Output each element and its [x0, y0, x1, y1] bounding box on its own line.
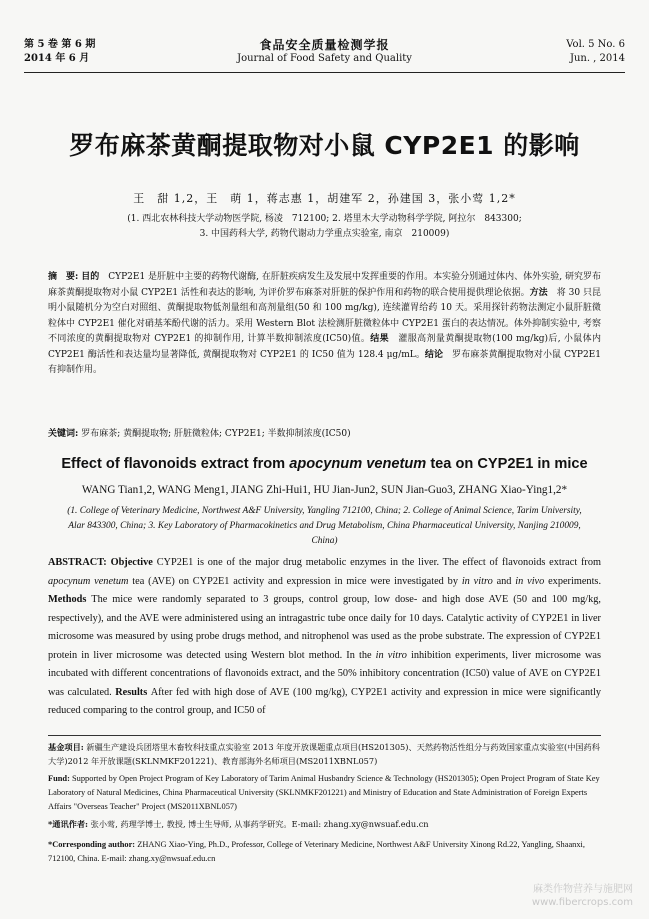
abstract-en-seg: CYP2E1 is one of the major drug metabolic enzymes in the liver. The effect of flavonoids extract from [156, 557, 602, 568]
keywords-cn [48, 427, 601, 442]
abstract-en-seg: apocynum venetum [48, 575, 129, 587]
fund-cn-label: 基金项目: [48, 742, 84, 752]
footnote-rule [48, 735, 601, 736]
corr-cn-label: *通讯作者: [48, 819, 89, 829]
abstract-en-seg: in vitro [375, 649, 407, 661]
abstract-cn-results-text: 灌服高剂量黄酮提取物(100 mg/kg)后, 小鼠体内 CYP2E1 酶活性和表达量均显著降低, 黄酮提取物对 CYP2E1 的 IC50 值为 128.4 μg/mL。 [48, 334, 601, 360]
abstract-cn-objective-label: 目的 [81, 272, 109, 282]
title-en-italic: apocynum venetum [289, 456, 427, 472]
title-en-pre: Effect of flavonoids extract from [61, 456, 290, 472]
abstract-en-seg: Methods [48, 594, 92, 605]
corr-en-label: *Corresponding author: [48, 840, 136, 849]
abstract-cn-methods-label: 方法 [529, 287, 557, 298]
abstract-en-seg: in vivo [515, 575, 545, 587]
keywords-cn-text: 罗布麻茶; 黄酮提取物; 肝脏微粒体; CYP2E1; 半数抑制浓度(IC50) [81, 429, 351, 439]
volume-en: Vol. 5 No. 6 [566, 39, 625, 50]
watermark-line-1: 麻类作物营养与施肥网 [533, 884, 633, 895]
fund-en-text: Supported by Open Project Program of Key Laboratory of Tarim Animal Husbandry Science & Technology (HS201305); Open Project Program of State Key Laboratory of Natural Medicines, China Pharmaceutical University (SKLNMKF201221) and Ministry of Education and State Administration of Foreign Experts Affairs "Overseas Teacher" Project (MS2011XBNL057) [48, 774, 600, 811]
abstract-en-seg: Results [115, 686, 151, 698]
date-cn: 2014 年 6 月 [24, 53, 90, 64]
header-rule [24, 72, 625, 73]
footnote-corresponding-en [48, 838, 601, 866]
abstract-en-body [48, 557, 601, 716]
volume-cn: 第 5 卷 第 6 期 [24, 39, 96, 50]
affiliation-cn-line-2: 3. 中国药科大学, 药物代谢动力学重点实验室, 南京 210009) [199, 229, 450, 239]
affiliations-en: (1. College of Veterinary Medicine, Northwest A&F University, Yangling 712100, China; 2. College of Animal Science, Tarim University, Alar 843300, China; 3. Key Laboratory of Pharmacokinetics and Drug Metabolism, China Pharmaceutical University, Nanjing 210009, China) [67, 506, 582, 546]
abstract-cn-conclusion-label: 结论 [424, 349, 453, 360]
abstract-en [48, 554, 601, 721]
abstract-en-seg: and [492, 575, 516, 587]
abstract-cn-results-label: 结果 [370, 334, 399, 344]
journal-name-en: Journal of Food Safety and Quality [237, 53, 412, 64]
corr-cn-text: 张小莺, 药理学博士, 教授, 博士生导师, 从事药学研究。E-mail: zhang.xy@nwsuaf.edu.cn [90, 819, 429, 829]
abstract-en-seg: inhibition experiments, liver microsome was incubated with different concentrations of flavonoids extract, and the 50% inhibitory concentration (IC50) value of AVE on CYP2E1 was calculated. [48, 649, 601, 698]
abstract-en-seg: in vitro [461, 575, 493, 587]
date-en: Jun. , 2014 [569, 53, 625, 64]
abstract-cn-label: 摘 要: [48, 272, 79, 282]
paper-title-cn: 罗布麻茶黄酮提取物对小鼠 CYP2E1 的影响 [69, 131, 580, 160]
footnote-fund-cn [48, 740, 601, 768]
authors-cn: 王 甜 1,2，王 萌 1，蒋志惠 1，胡建军 2，孙建国 3，张小莺 1,2* [133, 192, 516, 205]
abstract-cn-conclusion-text: 罗布麻茶黄酮提取物对小鼠 CYP2E1 有抑制作用。 [48, 349, 601, 375]
title-en-post: tea on CYP2E1 in mice [426, 456, 588, 472]
abstract-cn [48, 270, 601, 379]
abstract-en-seg: The mice were randomly separated to 3 groups, control group, low dose- and high dose AVE (50 and 100 mg/kg, respectively), and the AVE were administered using an intragastric tube once daily for 10 days. Catalytic activity of CYP2E1 in liver microsome was measured by using probe drugs method, and nitrophenol was used as the probe substrate. The expression of CYP2E1 protein in liver microsome was detected using Western blot method. In the [48, 594, 602, 661]
corr-en-text: ZHANG Xiao-Ying, Ph.D., Professor, College of Veterinary Medicine, Northwest A&F University Xinong Rd.22, Yangling, Shaanxi, 712100, China. E-mail: zhang.xy@nwsuaf.edu.cn [48, 840, 585, 863]
abstract-en-label: ABSTRACT: [48, 557, 107, 568]
keywords-cn-label: 关键词: [48, 429, 79, 439]
footnote-corresponding-cn [48, 817, 601, 831]
abstract-en-seg: After fed with high dose of AVE (100 mg/kg), CYP2E1 activity and expression in mice were significantly reduced comparing to the control group, and IC50 of [48, 686, 601, 716]
watermark-line-2: www.fibercrops.com [531, 897, 633, 908]
abstract-cn-objective-text: CYP2E1 是肝脏中主要的药物代谢酶, 在肝脏疾病发生及发展中发挥重要的作用。本实验分别通过体内、体外实验, 研究罗布麻茶黄酮提取物对小鼠 CYP2E1 活性和表达的影响, 为评价罗布麻茶对肝脏的保护作用和药物的联合使用提供理论依据。 [48, 272, 601, 298]
journal-name-cn: 食品安全质量检测学报 [259, 38, 390, 52]
affiliation-cn-line-1: (1. 西北农林科技大学动物医学院, 杨凌 712100; 2. 塔里木大学动物科学学院, 阿拉尔 843300; [127, 214, 522, 224]
abstract-en-seg: experiments. [544, 575, 602, 587]
abstract-en-seg: Objective [110, 557, 157, 568]
abstract-cn-methods-text: 将 30 只昆明小鼠随机分为空白对照组、黄酮提取物低剂量组和高剂量组(50 和 100 mg/kg), 连续灌胃给药 10 天。采用探针药物法测定小鼠肝脏微粒体中 CYP2E1 催化对硝基苯酚代谢的活力。采用 Western Blot 法检测肝脏微粒体中 CYP2E1 蛋白的表达情况。体外抑制实验中, 考察不同浓度的黄酮提取物对 CYP2E1 的抑制作用, 计算半数抑制浓度(IC50)值。 [48, 287, 601, 344]
paper-title-en [0, 456, 649, 472]
fund-en-label: Fund: [48, 774, 70, 783]
fund-cn-text: 新疆生产建设兵团塔里木畜牧科技重点实验室 2013 年度开放课题重点项目(HS201305)、天然药物活性组分与药效国家重点实验室(中国药科大学)2012 年开放课题(SKLNMKF201221)、教育部海外名师项目(MS2011XBNL057) [48, 742, 600, 766]
abstract-en-seg: tea (AVE) on CYP2E1 activity and expression in mice were investigated by [128, 575, 462, 587]
footnote-fund-en [48, 772, 601, 814]
watermark [532, 883, 633, 909]
authors-en: WANG Tian1,2, WANG Meng1, JIANG Zhi-Hui1, HU Jian-Jun2, SUN Jian-Guo3, ZHANG Xiao-Ying1,2* [81, 484, 568, 496]
header-right [566, 38, 625, 66]
header-center [24, 38, 625, 66]
